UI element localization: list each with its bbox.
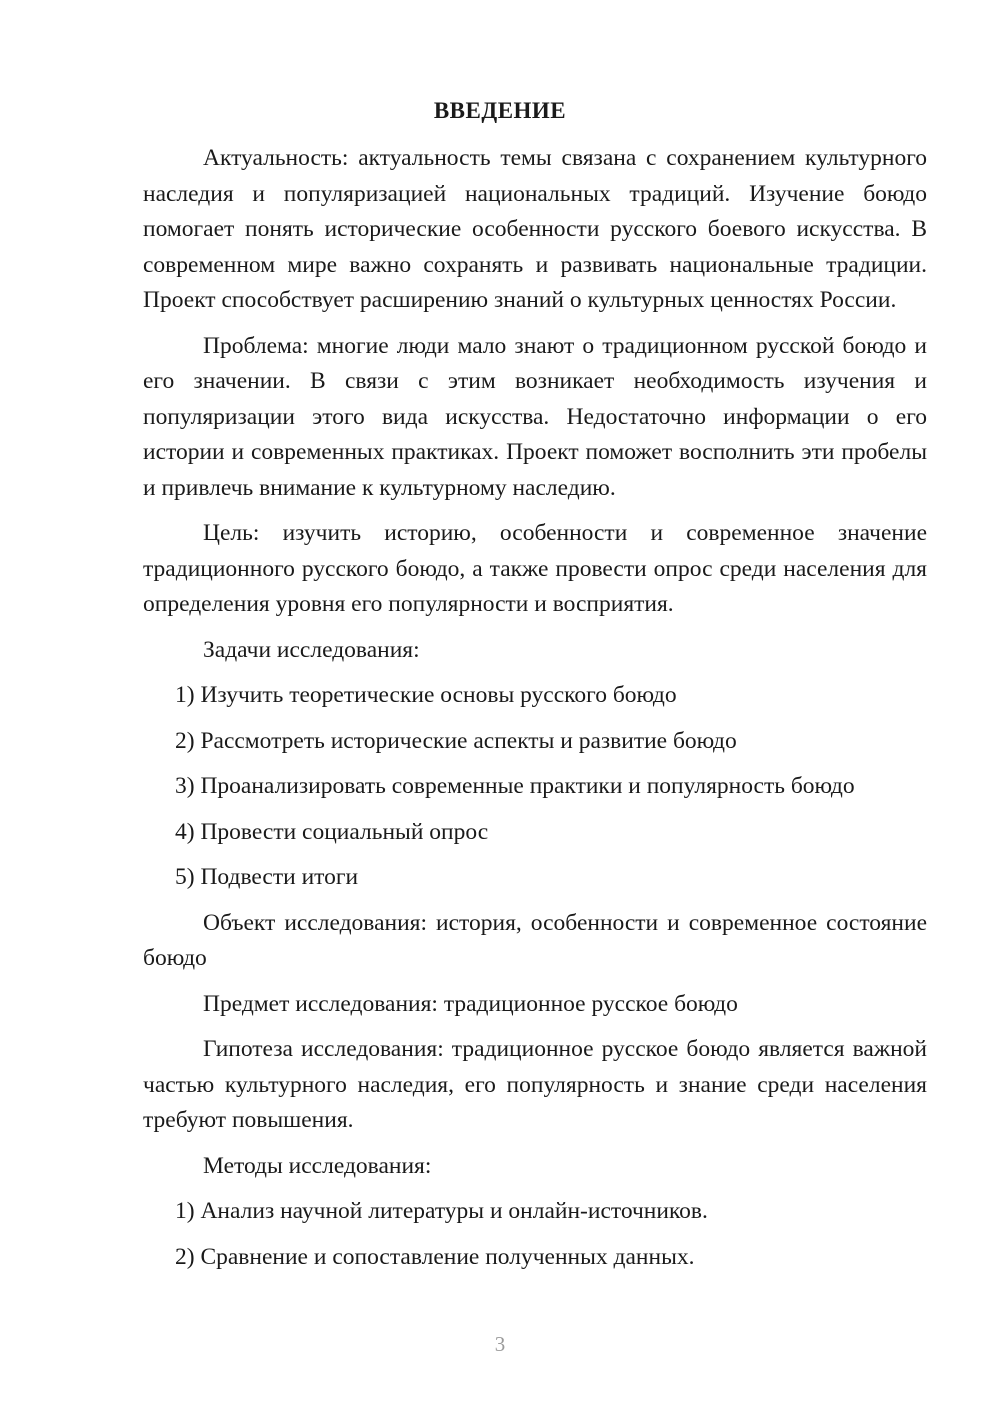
section-title: ВВЕДЕНИЕ xyxy=(433,98,567,123)
hypothesis-paragraph: Гипотеза исследования: традиционное русское боюдо является важной частью культурного наследия, его популярность и знание среди населения требуют повышения. xyxy=(143,1036,927,1133)
methods-list xyxy=(143,1194,927,1275)
method-item: 2) Сравнение и сопоставление полученных данных. xyxy=(175,1243,695,1270)
actuality-paragraph: Актуальность: актуальность темы связана с сохранением культурного наследия и популяризацией национальных традиций. Изучение боюдо помогает понять исторические особенности русского боевого искусства. В современном мире важно сохранять и развивать национальные традиции. Проект способствует расширению знаний о культурных ценностях России. xyxy=(143,145,927,313)
body-text xyxy=(143,141,927,1285)
task-item: 2) Рассмотреть исторические аспекты и развитие боюдо xyxy=(175,727,737,754)
methods-heading: Методы исследования: xyxy=(203,1152,432,1179)
goal-paragraph: Цель: изучить историю, особенности и современное значение традиционного русского боюдо, а также провести опрос среди населения для определения уровня его популярности и восприятия. xyxy=(143,520,927,617)
subject-paragraph: Предмет исследования: традиционное русское боюдо xyxy=(203,990,738,1017)
task-item: 1) Изучить теоретические основы русского боюдо xyxy=(175,682,677,708)
page-number: 3 xyxy=(494,1332,506,1356)
tasks-list xyxy=(143,678,927,896)
object-paragraph: Объект исследования: история, особенности и современное состояние боюдо xyxy=(143,909,927,971)
method-item: 1) Анализ научной литературы и онлайн-источников. xyxy=(175,1198,708,1224)
tasks-heading: Задачи исследования: xyxy=(203,636,420,663)
task-item: 4) Провести социальный опрос xyxy=(175,818,489,845)
task-item: 5) Подвести итоги xyxy=(175,864,359,890)
problem-paragraph: Проблема: многие люди мало знают о традиционном русской боюдо и его значении. В связи с этим возникает необходимость изучения и популяризации этого вида искусства. Недостаточно информации о его истории и современных практиках. Проект поможет восполнить эти пробелы и привлечь внимание к культурному наследию. xyxy=(143,332,927,501)
task-item: 3) Проанализировать современные практики и популярность боюдо xyxy=(175,773,855,799)
